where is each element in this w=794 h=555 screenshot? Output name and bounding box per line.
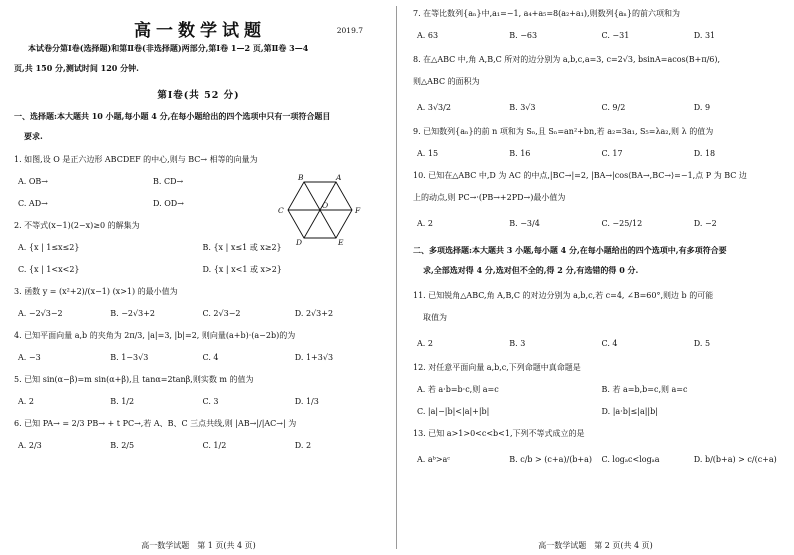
question-11: 11. 已知锐角△ABC,角 A,B,C 的对边分别为 a,b,c,若 c=4, ∠B=60°,则边 b 的可能 (413, 291, 714, 300)
question-9: 9. 已知数列{aₙ}的前 n 项和为 Sₙ,且 Sₙ=an²+bn,若 a₂=3a₁, S₅=λa₂,则 λ 的值为 (413, 127, 714, 136)
option: A. 2/3 (18, 441, 42, 450)
option: C. logₐc<logₐa (601, 455, 660, 464)
option: A. 2 (417, 339, 433, 348)
option: C. 2√3−2 (202, 309, 241, 318)
option: A. 3√3/2 (417, 103, 451, 112)
question-1: 1. 如图,设 O 是正六边形 ABCDEF 的中心,则与 BC→ 相等的向量为 (14, 155, 258, 164)
option: C. |a|−|b|<|a|+|b| (417, 407, 490, 416)
question-7: 7. 在等比数列{aₙ}中,a₁=−1, a₄+a₅=8(a₂+a₁),则数列{aₙ}的前六项和为 (413, 9, 680, 18)
question-4: 4. 已知平面向量 a,b 的夹角为 2π/3, |a|=3, |b|=2, 则向量(a+b)·(a−2b)的为 (14, 331, 296, 340)
vertex-label-a: A (336, 174, 342, 182)
option: C. 3 (202, 397, 219, 406)
option: D. OD→ (153, 199, 184, 208)
option: C. 9/2 (601, 103, 626, 112)
question-1-options (14, 174, 284, 190)
section-2-heading: 二、多项选择题:本大题共 3 小题,每小题 4 分,在每小题给出的四个选项中,有多项符合要 (413, 245, 727, 255)
question-12-options-2 (413, 404, 782, 420)
question-5: 5. 已知 sin(α−β)=m sin(α+β),且 tanα=2tanβ,则实数 m 的值为 (14, 375, 254, 384)
option: D. 2√3+2 (294, 309, 334, 318)
part-title: 第Ⅰ卷(共 52 分) (157, 90, 240, 101)
option: B. {x | x≤1 或 x≥2} (202, 243, 282, 252)
title-row (14, 0, 383, 41)
vertex-label-e: E (338, 238, 344, 246)
option: B. c/b > (c+a)/(b+a) (509, 455, 593, 464)
option: C. −25/12 (601, 219, 643, 228)
option: D. 9 (693, 103, 711, 112)
option: A. 2 (417, 219, 433, 228)
vertex-label-f: F (355, 206, 361, 215)
option: B. 1−3√3 (110, 353, 149, 362)
option: B. 1/2 (110, 397, 135, 406)
section-1-heading: 一、选择题:本大题共 10 小题,每小题 4 分,在每小题给出的四个选项中只有一项符合题目 (14, 111, 331, 121)
question-12: 12. 对任意平面向量 a,b,c,下列命题中真命题是 (413, 363, 581, 372)
option: C. −31 (601, 31, 630, 40)
option: C. 1/2 (202, 441, 227, 450)
vertex-label-d: D (296, 238, 303, 246)
question-9-options (413, 146, 782, 162)
option: C. 17 (601, 149, 623, 158)
page-footer-right: 高一数学试题 第 2 页(共 4 页) (538, 541, 653, 550)
section-2-heading-cont: 求,全部选对得 4 分,选对但不全的,得 2 分,有选错的得 0 分. (423, 265, 639, 275)
option: D. 1/3 (294, 397, 319, 406)
option: D. b/(b+a) > c/(c+a) (693, 455, 777, 464)
hexagon-figure (276, 174, 366, 246)
option: A. {x | 1≤x≤2} (18, 243, 80, 252)
option: D. |a·b|≤|a||b| (601, 407, 658, 416)
option: C. {x | 1<x<2} (18, 265, 80, 274)
option: A. OB→ (18, 177, 49, 186)
question-12-options (413, 382, 782, 398)
question-10: 10. 已知在△ABC 中,D 为 AC 的中点,|BC→|=2, |BA→|cos⟨BA→,BC→⟩=−1,点 P 为 BC 边 (413, 171, 747, 180)
option: B. CD→ (153, 177, 184, 186)
question-11-cont: 取值为 (423, 313, 447, 322)
question-8: 8. 在△ABC 中,角 A,B,C 所对的边分别为 a,b,c,a=3, c=2√3, bsinA=acos(B+π/6), (413, 55, 721, 64)
option: A. −2√3−2 (18, 309, 63, 318)
question-11-options (413, 336, 782, 352)
question-8-options (413, 100, 782, 116)
option: D. 18 (693, 149, 716, 158)
question-10-options (413, 216, 782, 232)
option: A. −3 (18, 353, 41, 362)
option: D. 2 (294, 441, 312, 450)
question-8-cont: 则△ABC 的面积为 (413, 77, 480, 86)
option: D. 31 (693, 31, 716, 40)
question-3-options (14, 306, 383, 322)
option: A. 若 a·b=b·c,则 a=c (417, 385, 499, 394)
option: B. −63 (509, 31, 538, 40)
option: B. 2/5 (110, 441, 135, 450)
question-3: 3. 函数 y = (x²+2)/(x−1) (x>1) 的最小值为 (14, 287, 178, 296)
vertex-label-b: B (298, 174, 304, 182)
exam-date: 2019.7 (336, 26, 363, 35)
question-6-options (14, 438, 383, 454)
option: A. 15 (417, 149, 439, 158)
option: B. 若 a=b,b=c,则 a=c (601, 385, 688, 394)
intro-line-2: 页,共 150 分,测试时间 120 分钟. (14, 63, 139, 73)
option: D. −2 (693, 219, 717, 228)
question-4-options (14, 350, 383, 366)
vertex-label-c: C (278, 206, 284, 215)
option: D. {x | x<1 或 x>2} (202, 265, 282, 274)
option: B. 16 (509, 149, 531, 158)
question-5-options (14, 394, 383, 410)
question-7-options (413, 28, 782, 44)
question-6: 6. 已知 PA→ = 2/3 PB→ + t PC→,若 A、B、C 三点共线,则 |AB→|/|AC→| 为 (14, 419, 297, 428)
option: B. −3/4 (509, 219, 540, 228)
page-title: 高一数学试题 (134, 21, 266, 41)
option: A. 2 (18, 397, 34, 406)
option: D. 5 (693, 339, 711, 348)
right-page (397, 0, 794, 555)
question-1-options-2 (14, 196, 284, 212)
option: B. 3√3 (509, 103, 536, 112)
option: C. 4 (202, 353, 219, 362)
question-2: 2. 不等式(x−1)(2−x)≥0 的解集为 (14, 221, 140, 230)
option: A. 63 (417, 31, 439, 40)
question-13-options (413, 452, 782, 468)
option: C. AD→ (18, 199, 48, 208)
question-10-cont: 上的动点,则 PC→·(PB→+2PD→)最小值为 (413, 193, 566, 202)
option: D. 1+3√3 (294, 353, 334, 362)
intro-line-1: 本试卷分第Ⅰ卷(选择题)和第Ⅱ卷(非选择题)两部分,第Ⅰ卷 1—2 页,第Ⅱ卷 3—4 (28, 43, 309, 53)
option: C. 4 (601, 339, 618, 348)
option: B. 3 (509, 339, 526, 348)
question-13: 13. 已知 a>1>0<c<b<1,下列不等式成立的是 (413, 429, 585, 438)
question-2-options-2 (14, 262, 383, 278)
option: A. aᵇ>aᶜ (417, 455, 451, 464)
page-footer-left: 高一数学试题 第 1 页(共 4 页) (141, 541, 256, 550)
center-label-o: O (322, 201, 329, 210)
section-1-heading-cont: 要求. (24, 131, 43, 141)
option: B. −2√3+2 (110, 309, 155, 318)
